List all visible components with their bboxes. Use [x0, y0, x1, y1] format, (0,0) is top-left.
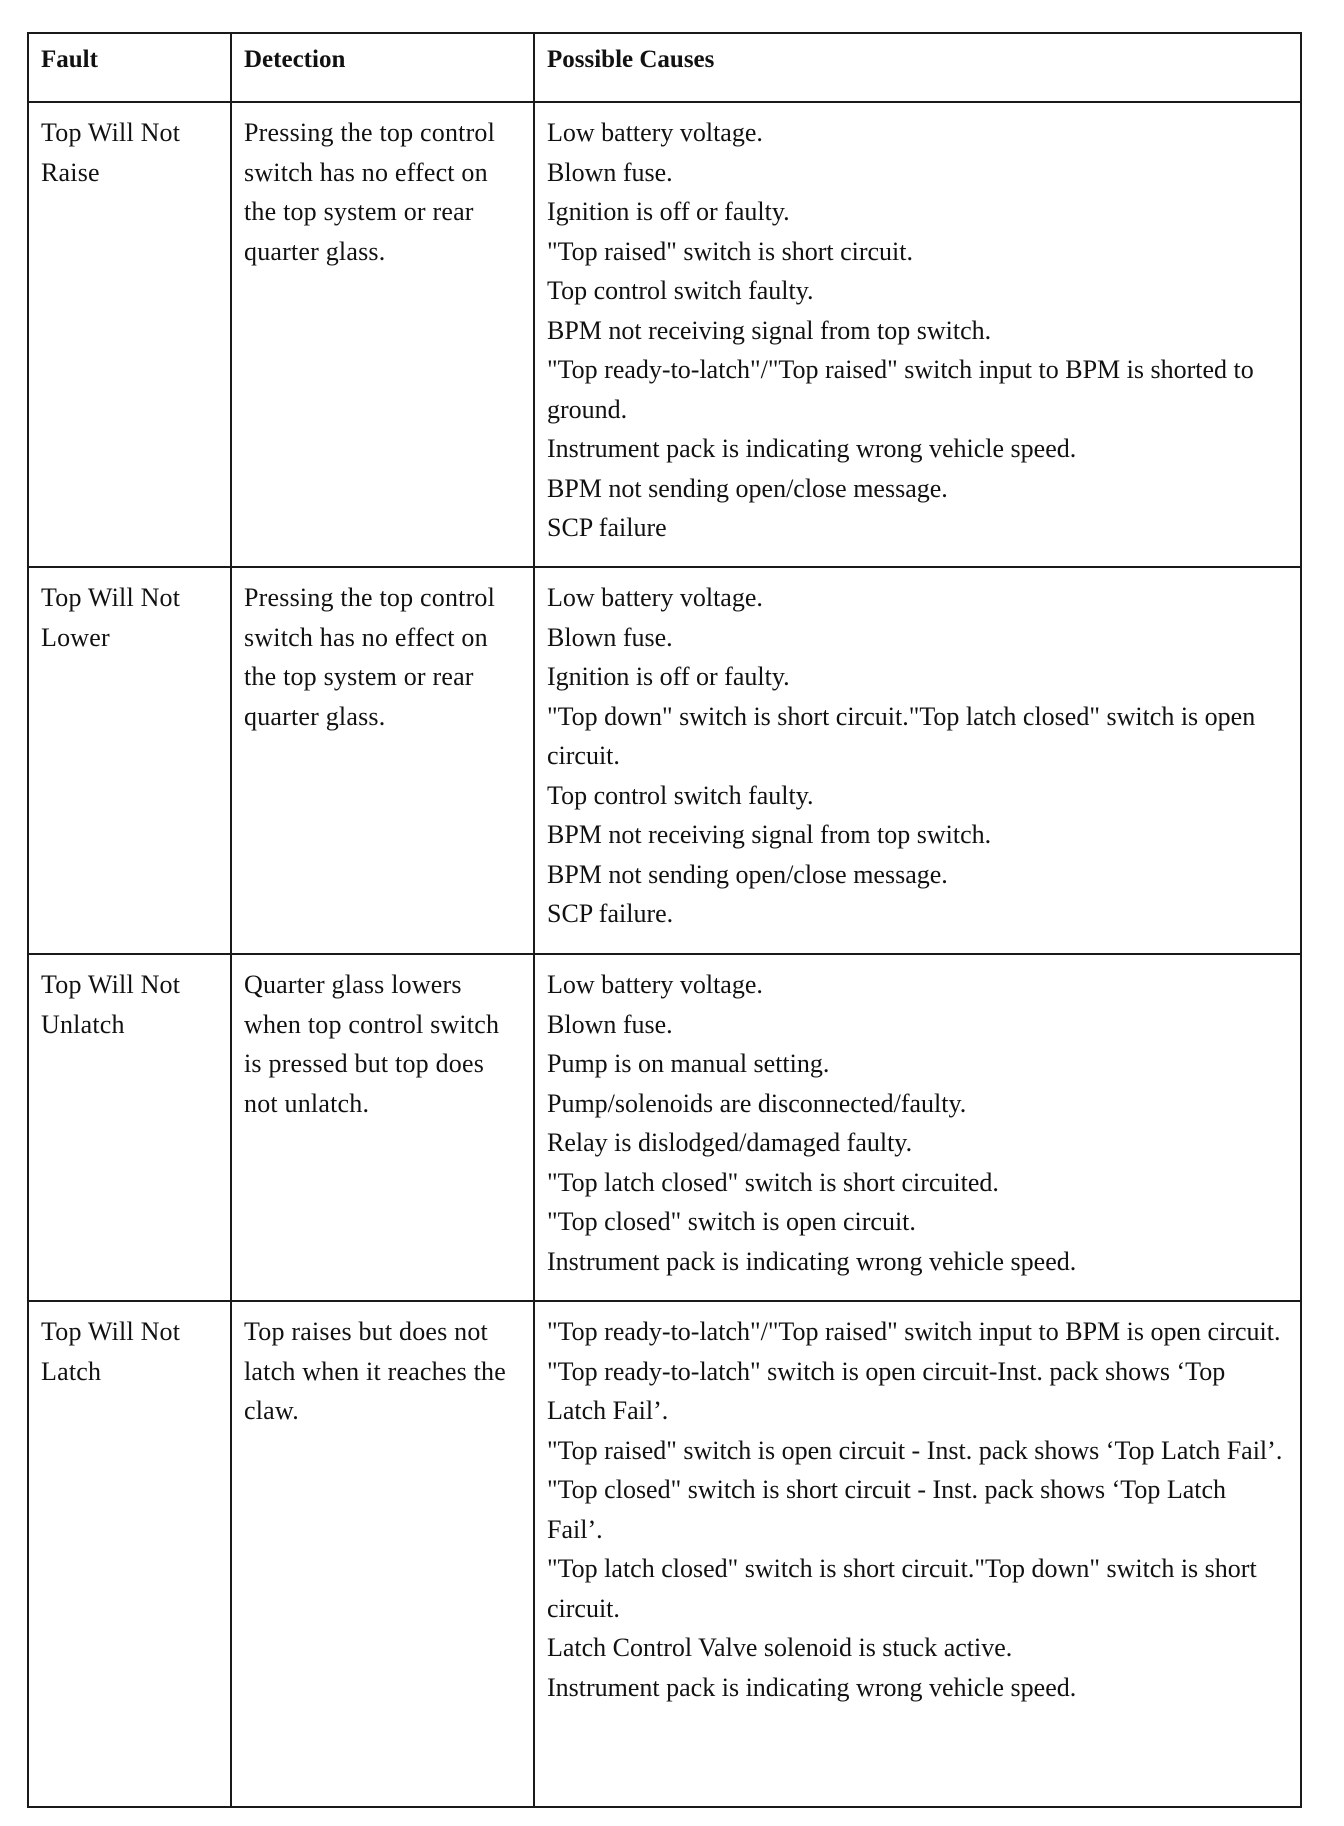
- cause-item: "Top ready-to-latch"/"Top raised" switch input to BPM is open circuit.: [547, 1317, 1281, 1346]
- fault-text: Top Will Not Unlatch: [41, 970, 181, 1039]
- table-row: [28, 567, 1301, 954]
- cause-item: Low battery voltage.: [547, 118, 763, 147]
- fault-text: Top Will Not Lower: [41, 583, 181, 652]
- cause-item: "Top latch closed" switch is short circuit."Top down" switch is short circuit.: [547, 1554, 1257, 1623]
- cause-item: Top control switch faulty.: [547, 276, 814, 305]
- cause-item: "Top ready-to-latch"/"Top raised" switch input to BPM is shorted to ground.: [547, 355, 1254, 424]
- table-row: [28, 102, 1301, 567]
- cause-item: "Top closed" switch is short circuit - Inst. pack shows ‘Top Latch Fail’.: [547, 1475, 1227, 1544]
- cause-item: "Top down" switch is short circuit."Top latch closed" switch is open circuit.: [547, 701, 1256, 770]
- fault-diagnosis-table: [27, 32, 1302, 1808]
- causes-cell: [534, 567, 1301, 954]
- fault-cell: [28, 1301, 231, 1807]
- cause-item: Blown fuse.: [547, 622, 673, 652]
- cause-item: "Top ready-to-latch" switch is open circuit-Inst. pack shows ‘Top Latch Fail’.: [547, 1356, 1226, 1425]
- table-row: [28, 1301, 1301, 1807]
- cause-item: Instrument pack is indicating wrong vehicle speed.: [547, 1246, 1077, 1276]
- cause-item: BPM not receiving signal from top switch.: [547, 315, 992, 345]
- detection-text: Pressing the top control switch has no effect on the top system or rear quarter glass.: [244, 118, 496, 266]
- causes-cell: [534, 1301, 1301, 1807]
- cause-item: Ignition is off or faulty.: [547, 662, 790, 691]
- cause-item: Relay is dislodged/damaged faulty.: [547, 1128, 913, 1157]
- cause-item: Pump/solenoids are disconnected/faulty.: [547, 1088, 967, 1118]
- fault-cell: [28, 567, 231, 954]
- cause-item: BPM not sending open/close message.: [547, 859, 948, 889]
- cause-item: SCP failure: [547, 513, 667, 542]
- detection-cell: [231, 102, 534, 567]
- detection-text: Top raises but does not latch when it reaches the claw.: [244, 1317, 506, 1425]
- detection-text: Pressing the top control switch has no effect on the top system or rear quarter glass.: [244, 583, 496, 731]
- cause-item: BPM not sending open/close message.: [547, 473, 948, 503]
- cause-item: Blown fuse.: [547, 1009, 673, 1039]
- cause-item: Blown fuse.: [547, 157, 673, 187]
- cause-item: Pump is on manual setting.: [547, 1049, 830, 1078]
- detection-text: Quarter glass lowers when top control switch is pressed but top does not unlatch.: [244, 970, 500, 1118]
- cause-item: Top control switch faulty.: [547, 780, 814, 810]
- table-header-row: [28, 33, 1301, 102]
- cause-item: Instrument pack is indicating wrong vehicle speed.: [547, 434, 1077, 463]
- detection-cell: [231, 954, 534, 1301]
- header-fault: Fault: [28, 33, 231, 102]
- fault-text: Top Will Not Raise: [41, 118, 181, 187]
- cause-item: "Top latch closed" switch is short circuited.: [547, 1167, 999, 1197]
- cause-item: "Top raised" switch is short circuit.: [547, 236, 914, 266]
- header-detection: Detection: [231, 33, 534, 102]
- cause-item: Low battery voltage.: [547, 583, 763, 612]
- detection-cell: [231, 1301, 534, 1807]
- cause-item: BPM not receiving signal from top switch.: [547, 820, 992, 849]
- cause-item: Latch Control Valve solenoid is stuck active.: [547, 1633, 1013, 1662]
- cause-item: SCP failure.: [547, 899, 674, 928]
- causes-cell: [534, 102, 1301, 567]
- header-possible-causes: Possible Causes: [534, 33, 1301, 102]
- cause-item: "Top closed" switch is open circuit.: [547, 1207, 916, 1236]
- cause-item: Ignition is off or faulty.: [547, 197, 790, 226]
- fault-cell: [28, 102, 231, 567]
- detection-cell: [231, 567, 534, 954]
- fault-cell: [28, 954, 231, 1301]
- table-row: [28, 954, 1301, 1301]
- cause-item: Low battery voltage.: [547, 970, 763, 999]
- cause-item: Instrument pack is indicating wrong vehicle speed.: [547, 1672, 1077, 1702]
- cause-item: "Top raised" switch is open circuit - Inst. pack shows ‘Top Latch Fail’.: [547, 1435, 1283, 1465]
- fault-text: Top Will Not Latch: [41, 1317, 181, 1386]
- causes-cell: [534, 954, 1301, 1301]
